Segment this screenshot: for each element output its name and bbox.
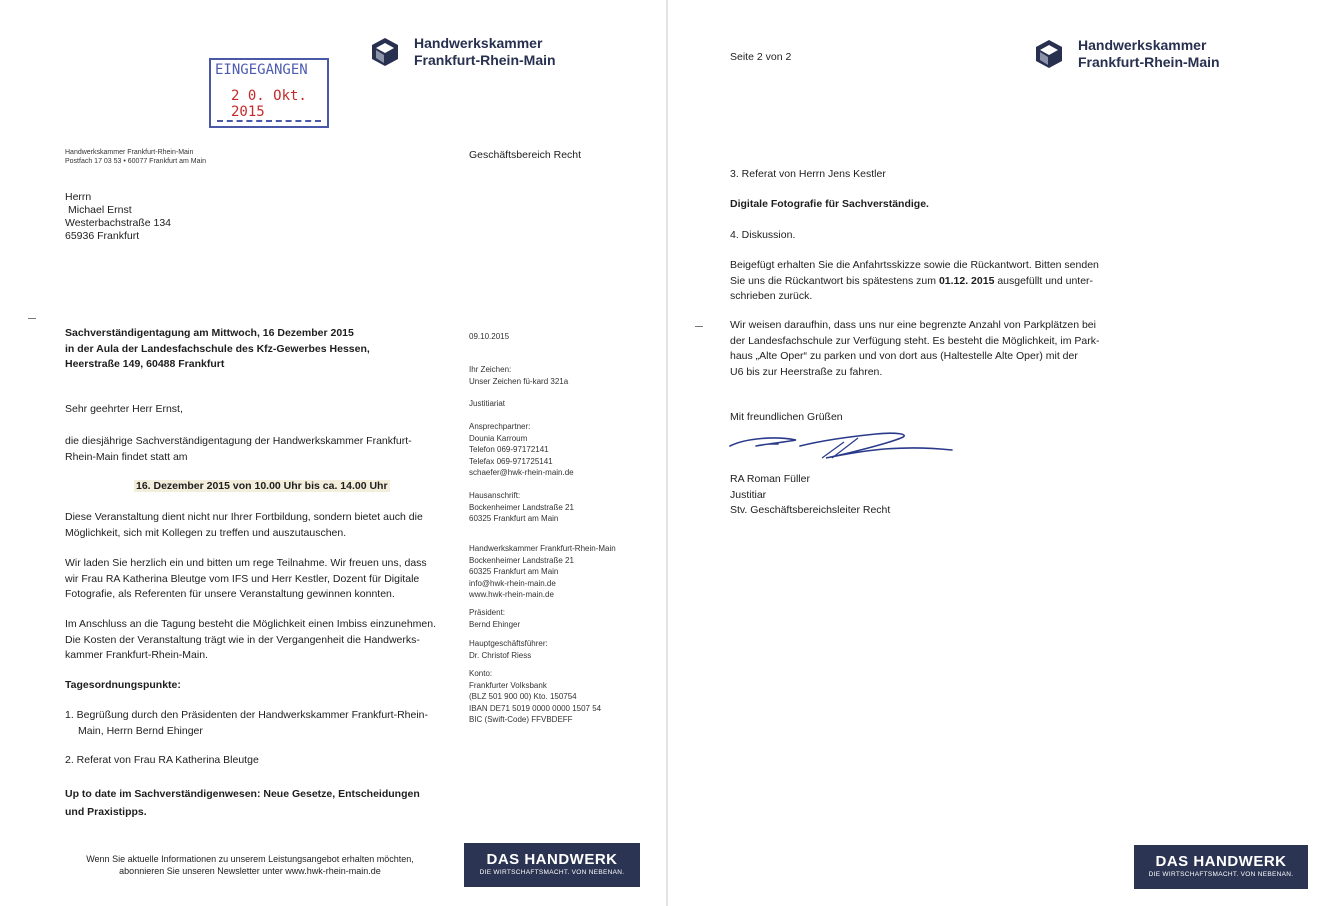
sender-name: Handwerkskammer Frankfurt-Rhein-Main	[65, 149, 194, 156]
paragraph-3-line1: Wir laden Sie herzlich ein und bitten um rege Teilnahme. Wir freuen uns, dass	[65, 557, 427, 569]
paragraph-1-line2: Rhein-Main findet statt am	[65, 450, 188, 463]
subject-line2: in der Aula der Landesfachschule des Kfz-Gewerbes Hessen,	[65, 342, 370, 355]
signature-icon	[726, 428, 956, 464]
org-full-name: Handwerkskammer Frankfurt-Rhein-Main	[469, 544, 616, 553]
account-label: Konto:	[469, 669, 493, 678]
sender-block	[65, 148, 206, 166]
agenda-item-3: 3. Referat von Herrn Jens Kestler	[730, 168, 886, 180]
hwk-logo-icon	[370, 37, 400, 67]
signer-name: RA Roman Füller	[730, 473, 810, 485]
paragraph-2-line1: Diese Veranstaltung dient nicht nur Ihrer Fortbildung, sondern bietet auch die	[65, 511, 423, 523]
house-city: 60325 Frankfurt am Main	[469, 514, 559, 523]
paragraph-5-line2	[730, 274, 1099, 290]
bank-name: Frankfurter Volksbank	[469, 680, 547, 690]
org-logo-page2	[1034, 37, 1220, 71]
fold-mark	[28, 318, 36, 319]
paragraph-4-line2: Die Kosten der Veranstaltung trägt wie in der Vergangenheit die Handwerks-	[65, 633, 420, 646]
agenda-item-2-title-line2: und Praxistipps.	[65, 806, 147, 818]
signer-title: Justitiar	[730, 488, 767, 501]
event-date-text: 16. Dezember 2015 von 10.00 Uhr bis ca. 14.00 Uhr	[136, 480, 388, 492]
org-web: www.hwk-rhein-main.de	[469, 590, 554, 599]
paragraph-5-line2-end: ausgefüllt und unter-	[994, 274, 1094, 287]
paragraph-3-line2: wir Frau RA Katherina Bleutge vom IFS und Herr Kestler, Dozent für Digitale	[65, 572, 420, 585]
subject	[65, 326, 370, 373]
org-street: Bockenheimer Landstraße 21	[469, 555, 574, 565]
recipient-city: 65936 Frankfurt	[65, 230, 140, 242]
paragraph-2-line2: Möglichkeit, sich mit Kollegen zu treffen und auszutauschen.	[65, 526, 347, 539]
stamp-date: 2 0. Okt. 2015	[231, 88, 307, 120]
hwk-logo-icon	[1034, 39, 1064, 69]
letter-page-1	[0, 0, 666, 906]
event-date-highlight	[134, 479, 390, 495]
paragraph-5-line3: schrieben zurück.	[730, 290, 813, 302]
sidebar-president	[469, 607, 520, 630]
brand-tagline: DIE WIRTSCHAFTSMACHT. VON NEBENAN.	[479, 869, 625, 876]
agenda-item-1	[65, 708, 428, 739]
president-name: Bernd Ehinger	[469, 619, 521, 629]
org-city: 60325 Frankfurt am Main	[469, 567, 559, 576]
letter-page-2	[668, 0, 1334, 906]
paragraph-1-line1: die diesjährige Sachverständigentagung der Handwerkskammer Frankfurt-	[65, 435, 412, 447]
paragraph-4-line1: Im Anschluss an die Tagung besteht die Möglichkeit einen Imbiss einzunehmen.	[65, 618, 437, 630]
brand-tagline: DIE WIRTSCHAFTSMACHT. VON NEBENAN.	[1148, 871, 1294, 878]
paragraph-6-line4: U6 bis zur Heerstraße zu fahren.	[730, 365, 883, 378]
paragraph-6-line2: der Landesfachschule zur Verfügung steht. Es besteht die Möglichkeit, im Park-	[730, 334, 1100, 347]
brand-text: DAS HANDWERK	[1155, 853, 1287, 870]
house-street: Bockenheimer Landstraße 21	[469, 502, 574, 512]
org-name-line1: Handwerkskammer	[1078, 37, 1207, 53]
recipient-name: Michael Ernst	[68, 204, 132, 216]
org-name-line2: Frankfurt-Rhein-Main	[1078, 54, 1220, 70]
recipient-street: Westerbachstraße 134	[65, 217, 172, 229]
page-number: Seite 2 von 2	[730, 51, 792, 63]
newsletter-note	[70, 853, 430, 877]
house-label: Hausanschrift:	[469, 491, 521, 500]
president-label: Präsident:	[469, 608, 506, 617]
reference-value: Unser Zeichen fü-kard 321a	[469, 376, 569, 386]
sidebar-bank	[469, 668, 601, 726]
agenda-item-2: 2. Referat von Frau RA Katherina Bleutge	[65, 754, 259, 766]
signer-role: Stv. Geschäftsbereichsleiter Recht	[730, 504, 891, 516]
contact-email: schaefer@hwk-rhein-main.de	[469, 468, 574, 477]
ceo-label: Hauptgeschäftsführer:	[469, 639, 548, 648]
signer-block	[730, 472, 890, 519]
newsletter-line1: Wenn Sie aktuelle Informationen zu unserem Leistungsangebot erhalten möchten,	[86, 854, 414, 864]
paragraph-5-line1: Beigefügt erhalten Sie die Anfahrtsskizze sowie die Rückantwort. Bitten senden	[730, 259, 1099, 271]
agenda-heading: Tagesordnungspunkte:	[65, 679, 181, 691]
contact-fax: Telefax 069-971725141	[469, 456, 553, 466]
paragraph-2	[65, 510, 423, 541]
paragraph-6	[730, 318, 1099, 380]
agenda-item-4: 4. Diskussion.	[730, 229, 796, 241]
paragraph-5	[730, 258, 1099, 305]
fold-mark-page2	[695, 326, 703, 327]
stamp-received-text: EINGEGANGEN	[215, 62, 308, 78]
paragraph-4-line3: kammer Frankfurt-Rhein-Main.	[65, 649, 208, 661]
bank-iban: IBAN DE71 5019 0000 0000 1507 54	[469, 703, 602, 713]
reference-label: Ihr Zeichen:	[469, 365, 512, 374]
subject-line1: Sachverständigentagung am Mittwoch, 16 Dezember 2015	[65, 327, 354, 339]
agenda-item-1-line2: Main, Herrn Bernd Ehinger	[78, 724, 203, 737]
paragraph-6-line3: haus „Alte Oper“ zu parken und von dort aus (Haltestelle Alte Oper) mit der	[730, 350, 1078, 362]
org-name-line1: Handwerkskammer	[414, 35, 543, 51]
closing: Mit freundlichen Grüßen	[730, 411, 843, 423]
stamp-dashed-line	[217, 120, 321, 122]
ceo-name: Dr. Christof Riess	[469, 650, 532, 660]
sidebar-ceo	[469, 638, 548, 661]
recipient-salutation: Herrn	[65, 191, 92, 203]
contact-label: Ansprechpartner:	[469, 422, 531, 431]
brand-text: DAS HANDWERK	[486, 851, 618, 868]
sidebar-reference	[469, 364, 568, 387]
das-handwerk-banner-page2	[1134, 845, 1308, 889]
sender-address: Postfach 17 03 53 • 60077 Frankfurt am Main	[65, 158, 206, 165]
paragraph-3	[65, 556, 427, 603]
greeting: Sehr geehrter Herr Ernst,	[65, 403, 183, 415]
sidebar-org	[469, 543, 616, 601]
sidebar-dept: Justitiariat	[469, 399, 506, 408]
received-stamp	[209, 58, 329, 128]
sidebar-house-address	[469, 490, 574, 525]
paragraph-6-line1: Wir weisen daraufhin, dass uns nur eine begrenzte Anzahl von Parkplätzen bei	[730, 319, 1096, 331]
paragraph-4	[65, 617, 436, 664]
sidebar-date: 09.10.2015	[469, 332, 510, 341]
agenda-item-2-title-line1: Up to date im Sachverständigenwesen: Neue Gesetze, Entscheidungen	[65, 788, 420, 800]
reply-deadline: 01.12. 2015	[938, 274, 995, 287]
contact-phone: Telefon 069-97172141	[469, 445, 549, 454]
recipient-address	[65, 191, 171, 243]
agenda-item-1-line1: 1. Begrüßung durch den Präsidenten der Handwerkskammer Frankfurt-Rhein-	[65, 709, 429, 721]
org-logo	[370, 35, 556, 69]
newsletter-line2: abonnieren Sie unseren Newsletter unter www.hwk-rhein-main.de	[119, 866, 381, 876]
org-name-line2: Frankfurt-Rhein-Main	[414, 52, 556, 68]
agenda-item-3-title: Digitale Fotografie für Sachverständige.	[730, 198, 929, 210]
bank-blz: (BLZ 501 900 00) Kto. 150754	[469, 692, 577, 701]
agenda-item-2-title	[65, 785, 420, 821]
sidebar-contact	[469, 421, 574, 479]
bank-bic: BIC (Swift-Code) FFVBDEFF	[469, 715, 573, 724]
paragraph-3-line3: Fotografie, als Referenten für unsere Veranstaltung gewinnen konnten.	[65, 588, 395, 600]
paragraph-1	[65, 434, 412, 465]
das-handwerk-banner	[464, 843, 640, 887]
org-email: info@hwk-rhein-main.de	[469, 578, 556, 588]
department: Geschäftsbereich Recht	[469, 149, 582, 161]
paragraph-5-line2-start: Sie uns die Rückantwort bis spätestens zum	[730, 274, 939, 287]
subject-line3: Heerstraße 149, 60488 Frankfurt	[65, 358, 225, 370]
contact-name: Dounia Karroum	[469, 433, 528, 443]
